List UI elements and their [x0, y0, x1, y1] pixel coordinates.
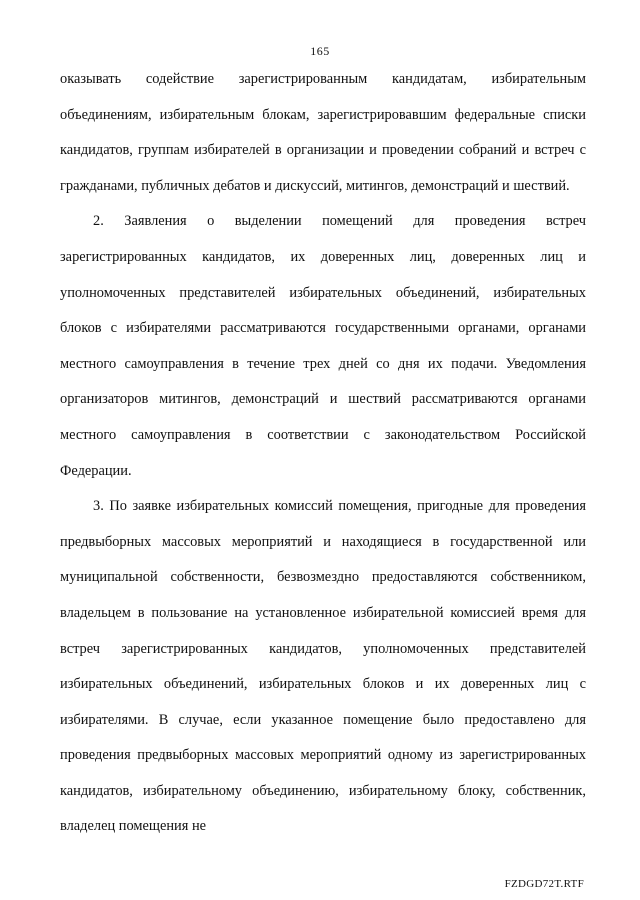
paragraph-3: 3. По заявке избирательных комиссий помещения, пригодные для проведения предвыборных массовых мероприятий и находящиеся в государственной или муниципальной собственности, безвозмездно предоставляются собственником, владельцем в пользование на установленное избирательной комиссией время для встреч зарегистрированных кандидатов, уполномоченных представителей избирательных объединений, избирательных блоков и их доверенных лиц с избирателями. В случае, если указанное помещение было предоставлено для проведения предвыборных массовых мероприятий одному из зарегистрированных кандидатов, избирательному объединению, избирательному блоку, собственник, владелец помещения не: [60, 498, 586, 835]
paragraph-continuation: оказывать содействие зарегистрированным кандидатам, избирательным объединениям, избирательным блокам, зарегистрировавшим федеральные списки кандидатов, группам избирателей в организации и проведении собраний и встреч с гражданами, публичных дебатов и дискуссий, митингов, демонстраций и шествий.: [60, 71, 586, 194]
footer-file-code: FZDGD72T.RTF: [504, 878, 584, 890]
page-number: 165: [310, 44, 330, 58]
paragraph-2: 2. Заявления о выделении помещений для проведения встреч зарегистрированных кандидатов, их доверенных лиц, доверенных лиц и уполномоченных представителей избирательных объединений, избирательных блоков с избирателями рассматриваются государственными органами, органами местного самоуправления в течение трех дней со дня их подачи. Уведомления организаторов митингов, демонстраций и шествий рассматриваются органами местного самоуправления в соответствии с законодательством Российской Федерации.: [60, 213, 586, 479]
document-body: [60, 62, 586, 845]
